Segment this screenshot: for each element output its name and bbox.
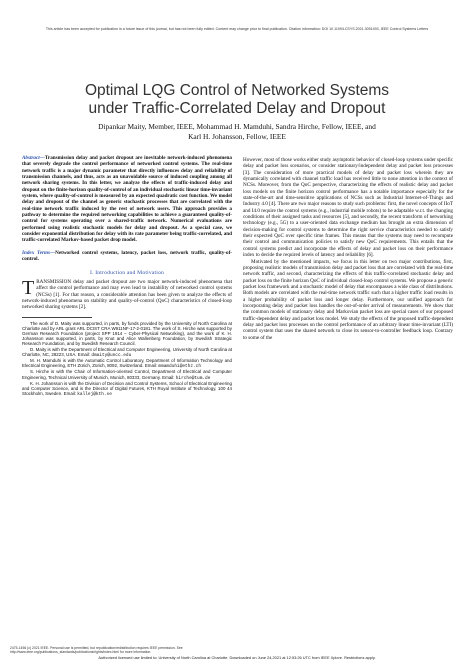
title-line-1: Optimal LQG Control of Networked Systems xyxy=(84,82,390,99)
abstract-text: Transmission delay and packet dropout are inevitable network-induced phenomena that severely degrade the control performance of networked control systems. The real-time network traffic is a major dynamic parameter that directly influences delay and reliability of transmission channels, and thus, acts as an unavoidable source of induced coupling among all network sharing systems. In this letter, we analyze the effects of traffic-induced delay and dropout on the finite-horizon quality-of-control of an individual stochastic linear time-invariant system, where quality-of-control is measured by an expected quadratic cost function. We model delay and dropout of the channel as generic stochastic processes that are correlated with the real-time network traffic induced by the rest of network users. This approach provides a pathway to determine the required networking capabilities to achieve a guaranteed quality-of-control for systems operating over a shared-traffic network. Numerical evaluations are performed using realistic stochastic models for delay and dropout. As a special case, we consider exponential distribution for delay with its rate parameter being traffic-correlated, and traffic-correlated Markov-based packet drop model. xyxy=(22,155,232,244)
author-list xyxy=(50,122,424,141)
email-link[interactable]: hirche@tum.de xyxy=(175,375,211,381)
abstract xyxy=(22,155,232,244)
footnote-separator xyxy=(22,317,92,318)
paper-title xyxy=(20,82,454,118)
footnote-hirche xyxy=(22,369,232,380)
footnote-mamduhi-text: M. H. Mamduhi is with the Automatic Control Laboratory, Department of Information Technology and Electrical Engineering, ETH Zürich, Zürich, 8092, Switzerland. Email: xyxy=(22,357,232,369)
footnote-johansson-text: K. H. Johansson is with the Division of Decision and Control Systems, School of Electrical Engineering and Computer Science, and is the Director of Digital Futures, KTH Royal Institute of Technology, 100 44 Stockholm, Sweden. Email: xyxy=(22,380,232,397)
footnote-maity xyxy=(22,347,232,358)
right-column xyxy=(243,157,453,341)
index-terms-lead: Index Terms— xyxy=(22,249,56,256)
email-link[interactable]: dmaity@uncc.edu xyxy=(91,352,132,358)
title-line-2: under Traffic-Correlated Delay and Dropout xyxy=(88,100,386,117)
footnote-hirche-text: S. Hirche is with the Chair of Information-oriented Control, Department of Electrical and Computer Engineering, Technical University of Munich, Munich, 80333, Germany. Email: xyxy=(22,369,232,380)
drop-cap: T xyxy=(22,276,35,299)
index-terms-text: Networked control systems, latency, packet loss, network traffic, quality-of-control. xyxy=(22,249,233,263)
footnote-johansson xyxy=(22,381,232,398)
license-notice: Authorized licensed use limited to: University of North Carolina at Charlotte. Downloaded on June 24,2021 at 12:53:26 UTC from IEEE Xplore. Restrictions apply. xyxy=(98,655,376,660)
left-column xyxy=(22,155,232,397)
publication-notice: This article has been accepted for publication in a future issue of this journal, but has not been fully edited. Content may change prior to final publication. Citation information: DOI 10.1109/LCSYS.2021.3091493, IEEE Control Systems Letters xyxy=(45,27,429,31)
authors-line-2: Karl H. Johansson, Fellow, IEEE xyxy=(188,131,286,141)
copyright-notice: 2475-1456 (c) 2021 IEEE. Personal use is permitted, but republication/redistribution requires IEEE permission. See http://www.ieee.org/publications_standards/publications/rights/index.html for more information. xyxy=(10,646,183,655)
intro-paragraph xyxy=(22,276,232,311)
footnote-maity-text: D. Maity is with the Department of Electrical and Computer Engineering, University of North Carolina at Charlotte, NC, 28223, USA. Email: xyxy=(22,346,232,357)
footnotes xyxy=(22,321,232,398)
section-heading: I. Introduction and Motivation xyxy=(89,269,165,276)
footnote-mamduhi xyxy=(22,358,232,369)
intro-text: RANSMISSION delay and packet dropout are two major network-induced phenomena that affect the control performance and may even lead to instability of networked control systems (NCSs) [1]. For that reason, a considerable attention has been given to analyze the effects of network-induced phenomena on stability and quality-of-control (QoC) characteristics of closed-loop networked sharing systems [2]. xyxy=(22,278,232,311)
index-terms xyxy=(22,250,232,263)
email-link[interactable]: mmamduhi@ethz.ch xyxy=(158,364,201,370)
footnote-funding: The work of D. Maity was supported, in parts, by funds provided by the University of North Carolina at Charlotte and by ARL grant ARL DCIST CRA W911NF-17-2-0181. The work of S. Hirche was supported by German Research Foundation (project SPP 1914 – Cyber-Physical Networking), and the work of K. H. Johansson was supported, in parts, by Knut and Alice Wallenberg Foundation, by Swedish Strategic Research Foundation, and by Swedish Research Council. xyxy=(22,320,232,347)
body-paragraph-2: Motivated by the mentioned impacts, we focus in this letter on two major contributions, first, proposing realistic models of transmission delay and packet loss that are correlated with the real-time network traffic, and second, characterizing the effects of this traffic-correlated stochastic delay and packet loss on the finite horizon QoC of individual closed-loop control systems. We propose a generic packet loss framework and a stochastic model of delay that encompasses a wide class of distributions. Both models are correlated with the real-time network traffic such that a higher traffic load results in a higher probability of packet loss and longer delay. Furthermore, our unified approach for incorporating delay and packet loss handles the out-of-order arrival of measurements. We show that the common models of stationary delay and Markovian packet loss are special cases of our proposed traffic-dependent delay and packet loss model. We study the effects of the proposed traffic-dependent delay and packet loss processes on the control performance of an arbitrary linear time-invariant (LTI) control system that uses the shared network to close its sensor-to-controller feedback loop. Contrary to some of the xyxy=(243,258,453,341)
email-link[interactable]: kallej@kth.se xyxy=(77,392,112,398)
abstract-lead: Abstract— xyxy=(22,155,45,161)
body-paragraph-1: However, most of those works either study asymptotic behavior of closed-loop systems under specific delay and packet loss scenarios, or consider stationary/independent delay and packet loss processes [3]. The consideration of more practical models of delay and packet loss wherein they are dynamically correlated with channel traffic load has received little to none attention in the context of NCSs. Moreover, from the QoC perspective, characterizing the effects of realistic delay and packet loss models on the finite horizon control performance has a notable importance especially for the state-of-the-art and time-sensitive applications of NCSs such as Industrial Internet-of-Things and Industry 4.0 [4]. There are two major reasons to study such problems: first, the novel concepts of IIoT and I4.0 require the control systems (e.g., industrial mobile robots) to be adaptable w.r.t. the changing conditions of their assigned tasks and resources [5], and secondly, the recent transform of networking technology (e.g., 5G) to a user-oriented data exchange medium has brought an extra dimension of decision-making for control systems to determine the right service characteristics needed to satisfy their expected QoC over specific time frames. This means that the systems may need to recompute their control and communication policies to satisfy new QoC requirements. This entails that the control systems predict and incorporate the effects of delay and packet loss on their performance index to decide the required levels of latency and reliability [6]. xyxy=(243,157,453,259)
authors-line-1: Dipankar Maity, Member, IEEE, Mohammad H. Mamduhi, Sandra Hirche, Fellow, IEEE, and xyxy=(98,122,376,131)
